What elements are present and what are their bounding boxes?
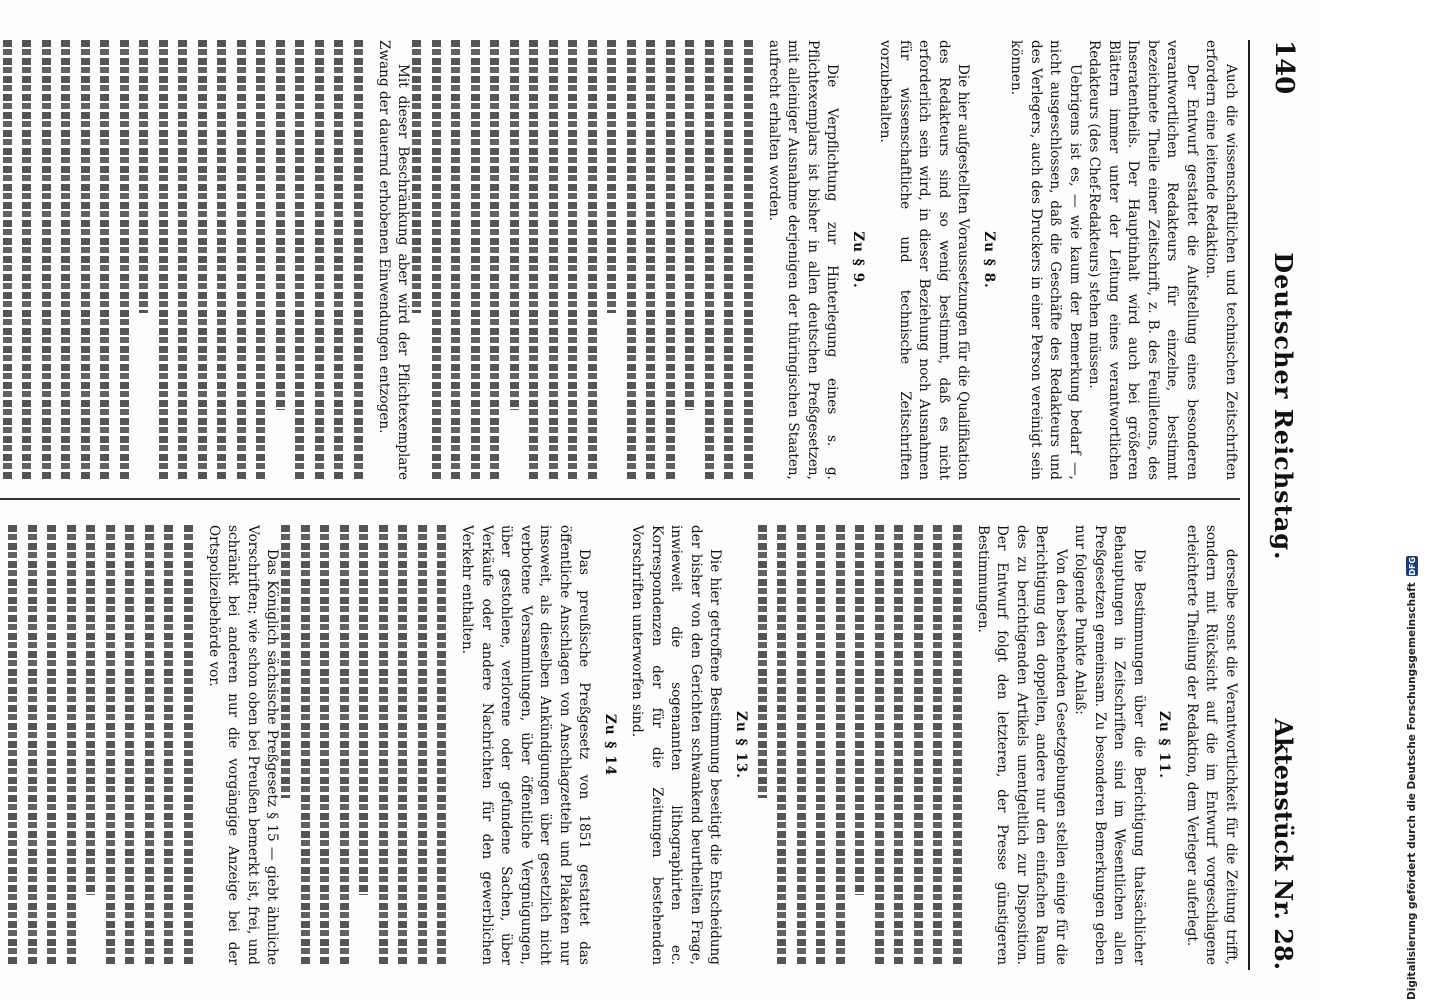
left-column	[0, 40, 1240, 480]
running-title: Deutscher Reichstag.	[1269, 252, 1299, 561]
paragraph: Die Bestimmungen über die Berichtigung thatsächlicher Behauptungen in Zeitschriften sind im Wesentlichen allen Preßgesetzen gemeinsam. Zu besonderen Bemerkungen geben nur folgende Punkte Anlaß:	[1072, 525, 1147, 965]
column-divider	[0, 498, 1240, 500]
section-heading: Zu § 14	[602, 713, 618, 777]
section-heading: Zu § 13.	[733, 710, 749, 780]
paragraph: derselbe sonst die Verantwortlichkeit für die Zeitung trifft, sondern mit Rücksicht auf die im Entwurf vorgeschlagene erleichterte Theilung der Redaktion, dem Verleger auferlegt.	[1184, 525, 1239, 965]
illegible-text-block	[0, 525, 193, 965]
credit-text: Digitalisierung gefördert durch die Deutsche Forschungsgemeinschaft	[1406, 582, 1418, 1000]
paragraph: Das preußische Preßgesetz von 1851 gestattet das öffentliche Anschlagen von Anschlagzetteln und Plakaten nur insoweit, als dieselben Ankündigungen über gesetzlich nicht verbotene Versammlungen, über öffentliche Vergnügungen, über gestohlene, verlorene oder gefundene Sachen, über Verkäufe oder andere Nachrichten für den gewerblichen Verkehr enthalten.	[459, 525, 593, 965]
right-column	[0, 525, 1240, 965]
paragraph: Mit dieser Beschränkung aber wird der Pflichtexemplare Zwang der dauernd erhobenen Einwendungen entzogen.	[376, 40, 412, 480]
section-heading: Zu § 11.	[1156, 710, 1173, 780]
section-heading: Zu § 9.	[850, 231, 866, 289]
illegible-text-block	[282, 525, 447, 965]
paragraph: Uebrigens ist es, — wie kaum der Bemerkung bedarf —, nicht ausgeschlossen, daß die Geschäfte des Redakteurs und des Verlegers, auch des Druckers in einer Person vereinigt sein können.	[1008, 40, 1083, 480]
paragraph: Der Entwurf gestattet die Aufstellung eines besonderen verantwortlichen Redakteurs für einzelne, bestimmt bezeichnete Theile einer Zeitschrift, z. B. des Feuilletons, des Inseratentheils. Der Hauptinhalt wird auch bei größeren Blättern immer unter der Leitung eines verantwortlichen Redakteurs (des Chef-Redakteurs) stehen müssen.	[1086, 40, 1200, 480]
section-heading: Zu § 8.	[981, 231, 997, 289]
document-number: Aktenstück Nr. 28.	[1269, 718, 1299, 970]
page-header	[1254, 40, 1314, 970]
paragraph: Die hier aufgestellten Voraussetzungen für die Qualifikation des Redakteurs sind so wenig bestimmt, daß es nicht erforderlich sein wird, in dieser Beziehung noch Ausnahmen für wissenschaftliche und technische Zeitschriften vorzubehalten.	[877, 40, 972, 480]
paragraph: Die hier getroffene Bestimmung beseitigt die Entscheidung der bisher von den Gerichten schwankend beurtheilten Frage, inwieweit die sogenannten lithographirten ec. Korrespondenzen der für die Zeitungen bestehenden Vorschriften unterworfen sind.	[629, 525, 724, 965]
illegible-text-block	[758, 525, 962, 965]
dfg-logo-icon: DFG	[1407, 556, 1417, 576]
header-rule	[1248, 40, 1250, 970]
illegible-text-block	[0, 40, 363, 480]
page-number: 140	[1269, 40, 1299, 95]
digitization-credit	[1406, 0, 1418, 1000]
paragraph: Von den bestehenden Gesetzgebungen stellen einige für die Berichtigung den doppelten, andere nur den einfachen Raum des zu berichtigenden Artikels unentgeltlich zur Disposition. Der Entwurf folgt den letzteren, der Presse günstigeren Bestimmungen.	[975, 525, 1069, 965]
paragraph: Die Verpflichtung zur Hinterlegung eines s. g. Pflichtexemplars ist bisher in allen deutschen Preßgesetzen, mit alleiniger Ausnahme derjenigen der thüringischen Staaten, aufrecht erhalten worden.	[766, 40, 841, 480]
paragraph: Auch die wissenschaftlichen und technischen Zeitschriften erfordern eine leitende Redaktion.	[1203, 40, 1239, 480]
illegible-text-block	[413, 40, 754, 480]
paragraph: Das Königlich sächsische Preßgesetz § 15 — giebt ähnliche Vorschriften; wie schon oben bei Preußen bemerkt ist, frei, und schränkt bei anderen nur die vorgängige Anzeige bei der Ortspolizeibehörde vor.	[206, 525, 281, 965]
